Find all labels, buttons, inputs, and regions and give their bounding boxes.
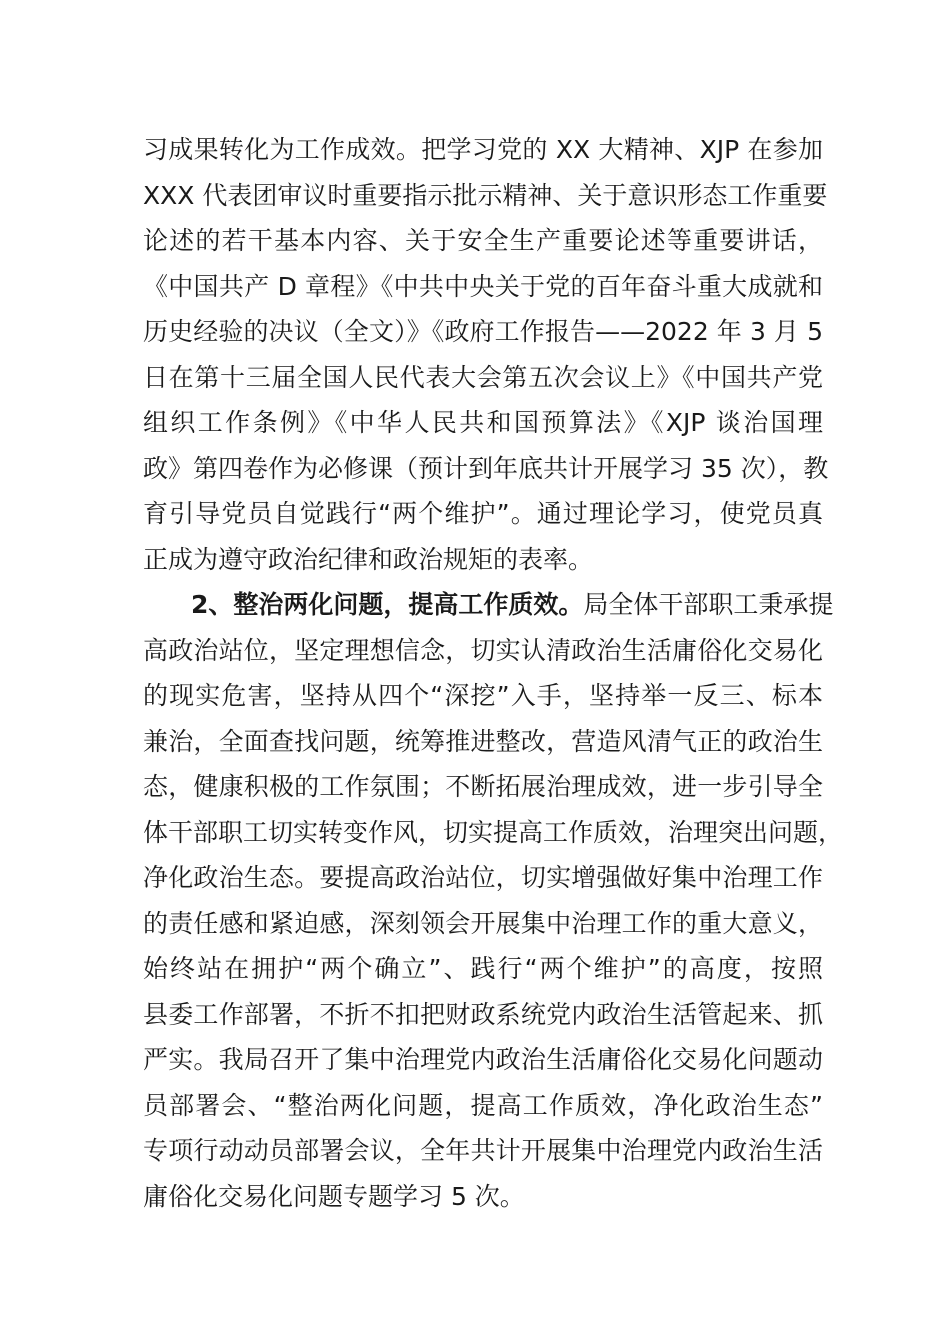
text-line: 论述的若干基本内容、关于安全生产重要论述等重要讲话， — [143, 226, 823, 255]
text-line: 体干部职工切实转变作风，切实提高工作质效，治理突出问题， — [143, 817, 844, 847]
text-line: 历史经验的决议（全文）》《政府工作报告——2022 年 3 月 5 — [143, 317, 823, 346]
text-line: 始终站在拥护“两个确立”、践行“两个维护”的高度，按照 — [143, 954, 823, 983]
text-line: 严实。我局召开了集中治理党内政治生活庸俗化交易化问题动 — [143, 1045, 823, 1074]
text-line: 净化政治生态。要提高政治站位，切实增强做好集中治理工作 — [143, 863, 823, 892]
paragraph-1 — [143, 127, 829, 582]
text-line: 态，健康积极的工作氛围；不断拓展治理成效，进一步引导全 — [143, 772, 823, 801]
text-line: 专项行动动员部署会议，全年共计开展集中治理党内政治生活 — [143, 1136, 823, 1165]
text-line: 政》第四卷作为必修课（预计到年底共计开展学习 35 次），教 — [143, 453, 829, 483]
text-line: 县委工作部署，不折不扣把财政系统党内政治生活管起来、抓 — [143, 999, 823, 1029]
text-line: 育引导党员自觉践行“两个维护”。通过理论学习，使党员真 — [143, 499, 823, 528]
body-text — [143, 127, 844, 1219]
text-line: 兼治，全面查找问题，统筹推进整改，营造风清气正的政治生 — [143, 726, 823, 756]
paragraph-2 — [143, 582, 844, 1219]
text-line: 高政治站位，坚定理想信念，切实认清政治生活庸俗化交易化 — [143, 635, 823, 665]
text-line: 《中国共产 D 章程》《中共中央关于党的百年奋斗重大成就和 — [143, 271, 823, 301]
text-line: 的责任感和紧迫感，深刻领会开展集中治理工作的重大意义， — [143, 908, 823, 938]
text-line: 的现实危害，坚持从四个“深挖”入手，坚持举一反三、标本 — [143, 681, 823, 710]
text-line: 日在第十三届全国人民代表大会第五次会议上》《中国共产党 — [143, 362, 823, 392]
text-run: 局全体干部职工秉承提 — [583, 590, 834, 619]
paragraph-2-first-line — [143, 582, 834, 628]
text-line: 庸俗化交易化问题专题学习 5 次。 — [143, 1181, 525, 1211]
text-line: XXX 代表团审议时重要指示批示精神、关于意识形态工作重要 — [143, 180, 828, 210]
text-line: 组织工作条例》《中华人民共和国预算法》《XJP 谈治国理 — [143, 408, 823, 437]
text-line: 员部署会、“整治两化问题，提高工作质效，净化政治生态” — [143, 1090, 823, 1120]
text-line: 正成为遵守政治纪律和政治规矩的表率。 — [143, 544, 594, 574]
text-line: 习成果转化为工作成效。把学习党的 XX 大精神、XJP 在参加 — [143, 135, 823, 164]
section-heading: 2、整治两化问题，提高工作质效。 — [191, 590, 584, 619]
